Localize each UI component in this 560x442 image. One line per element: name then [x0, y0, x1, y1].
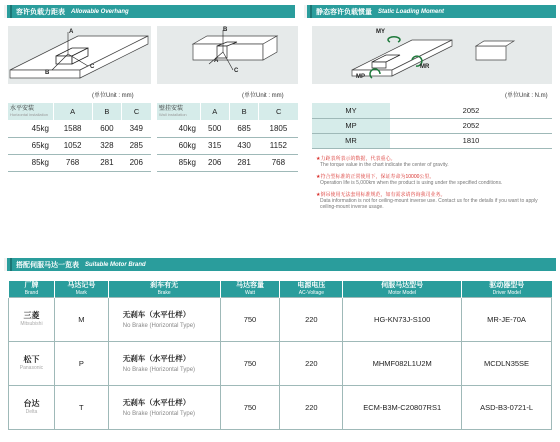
diagram-label-a: A	[69, 29, 74, 35]
value-cell: 500	[200, 120, 229, 137]
moment-value: 2052	[390, 118, 552, 133]
header-mark	[10, 5, 12, 18]
moment-title-en: Static Loading Moment	[378, 8, 444, 15]
table-row	[312, 133, 552, 148]
overhang-unit-left: (单位Unit : mm)	[92, 93, 134, 99]
load-cell: 65kg	[8, 137, 53, 154]
col-a: A	[200, 103, 229, 120]
moment-notes	[316, 156, 548, 210]
note-zh: ★力距表所表示的数据，代表重心。	[316, 156, 396, 162]
horizontal-load-table	[8, 103, 151, 172]
diagram-label-a: A	[214, 58, 219, 64]
header-mark	[10, 258, 12, 271]
value-cell: 600	[92, 120, 121, 137]
col-brand: 厂牌 Brand	[9, 281, 55, 298]
load-cell: 85kg	[8, 154, 53, 171]
col-driver-model: 驱动器型号 Driver Model	[462, 281, 552, 298]
value-cell: 685	[229, 120, 258, 137]
value-cell: 768	[259, 154, 298, 171]
value-cell: 1588	[53, 120, 92, 137]
motor-model-cell: ECM-B3M-C20807RS1	[343, 386, 462, 430]
wall-label-zh: 壁挂安装	[159, 106, 184, 112]
col-brake: 刹车有无 Brake	[108, 281, 220, 298]
motor-model-cell: HG-KN73J-S100	[343, 298, 462, 342]
moment-value: 2052	[390, 103, 552, 118]
note-zh: ★符合型标准的正常使用下，保证寿命为10000公里。	[316, 174, 435, 180]
table-row	[9, 298, 552, 342]
voltage-cell: 220	[280, 386, 343, 430]
header-mark	[4, 258, 7, 271]
value-cell: 206	[122, 154, 151, 171]
overhang-title-zh: 容许负载力距表	[16, 8, 65, 16]
motor-header	[4, 258, 556, 271]
value-cell: 315	[200, 137, 229, 154]
diagram-label-b: B	[223, 27, 228, 33]
note-en: The torque value in the chart indicate the center of gravity.	[320, 162, 449, 168]
value-cell: 281	[92, 154, 121, 171]
overhang-title-en: Allowable Overhang	[71, 8, 129, 15]
value-cell: 349	[122, 120, 151, 137]
table-header-row	[8, 103, 151, 120]
horizontal-install-diagram	[8, 26, 151, 84]
motor-model-cell: MHMF082L1U2M	[343, 342, 462, 386]
moment-label-my: MY	[376, 29, 385, 35]
header-mark	[310, 5, 312, 18]
note-zh: ★倒吊使用无法套用标准规范，如有需求请咨询我司业务。	[316, 192, 446, 198]
value-cell: 768	[53, 154, 92, 171]
col-a: A	[53, 103, 92, 120]
table-row	[8, 154, 151, 171]
col-c: C	[122, 103, 151, 120]
moment-table	[312, 103, 552, 149]
watt-cell: 750	[220, 386, 280, 430]
moment-value: 1810	[390, 133, 552, 148]
table-row	[312, 103, 552, 118]
value-cell: 430	[229, 137, 258, 154]
diagram-label-b: B	[45, 70, 50, 76]
value-cell: 206	[200, 154, 229, 171]
motor-table	[8, 281, 552, 430]
horizontal-label	[8, 103, 53, 120]
driver-model-cell: ASD-B3-0721-L	[462, 386, 552, 430]
note-en: Operation life is 5,000km when the product is using under the specified conditions.	[320, 180, 503, 186]
table-row	[9, 342, 552, 386]
table-row	[8, 120, 151, 137]
driver-model-cell: MR-JE-70A	[462, 298, 552, 342]
motor-title-en: Suitable Motor Brand	[85, 261, 146, 268]
diagram-label-c: C	[234, 68, 239, 74]
brand-cell: 台达 Delta	[9, 386, 55, 430]
header-mark	[304, 5, 307, 18]
table-row	[312, 118, 552, 133]
moment-key: MR	[312, 133, 390, 148]
table-row	[8, 137, 151, 154]
brand-cell: 三菱 Mitsubishi	[9, 298, 55, 342]
overhang-unit-right: (单位Unit : mm)	[242, 93, 284, 99]
voltage-cell: 220	[280, 342, 343, 386]
moment-label-mp: MP	[356, 74, 365, 80]
table-row	[157, 137, 298, 154]
wall-load-table	[157, 103, 298, 172]
brand-cell: 松下 Panasonic	[9, 342, 55, 386]
horizontal-actuator-drawing	[8, 26, 151, 84]
load-cell: 45kg	[8, 120, 53, 137]
col-mark: 马达记号 Mark	[54, 281, 108, 298]
table-row	[9, 386, 552, 430]
driver-model-cell: MCDLN35SE	[462, 342, 552, 386]
motor-title-zh: 搭配伺服马达一览表	[16, 261, 79, 269]
value-cell: 1052	[53, 137, 92, 154]
wall-label	[157, 103, 200, 120]
moment-label-mr: MR	[420, 64, 430, 70]
brake-cell: 无刹车（水平仕样） No Brake (Horizontal Type)	[108, 298, 220, 342]
brake-cell: 无刹车（水平仕样） No Brake (Horizontal Type)	[108, 386, 220, 430]
load-cell: 85kg	[157, 154, 200, 171]
value-cell: 1805	[259, 120, 298, 137]
header-mark	[4, 5, 7, 18]
col-voltage: 电源电压 AC-Voltage	[280, 281, 343, 298]
motor-header-row	[9, 281, 552, 298]
value-cell: 285	[122, 137, 151, 154]
mark-cell: M	[54, 298, 108, 342]
value-cell: 1152	[259, 137, 298, 154]
wall-actuator-drawing	[157, 26, 298, 84]
mark-cell: P	[54, 342, 108, 386]
moment-drawing	[312, 26, 552, 84]
table-row	[157, 154, 298, 171]
value-cell: 328	[92, 137, 121, 154]
col-b: B	[229, 103, 258, 120]
wall-install-diagram	[157, 26, 298, 84]
moment-title-zh: 静态容许负载惯量	[316, 8, 372, 16]
horizontal-label-zh: 水平安装	[10, 106, 35, 112]
value-cell: 281	[229, 154, 258, 171]
horizontal-label-en: Horizontal installation	[10, 112, 49, 117]
watt-cell: 750	[220, 342, 280, 386]
moment-diagram	[312, 26, 552, 84]
table-header-row	[157, 103, 298, 120]
wall-label-en: Wall installation	[159, 112, 187, 117]
load-cell: 40kg	[157, 120, 200, 137]
col-watt: 马达容量 Watt	[220, 281, 280, 298]
voltage-cell: 220	[280, 298, 343, 342]
brake-cell: 无刹车（水平仕样） No Brake (Horizontal Type)	[108, 342, 220, 386]
watt-cell: 750	[220, 298, 280, 342]
col-motor-model: 伺服马达型号 Motor Model	[343, 281, 462, 298]
note-en: Data information is not for ceiling-mount inverse use. Contact us for the details if you want to apply ceiling-mount inverse usage.	[320, 198, 538, 210]
moment-key: MP	[312, 118, 390, 133]
moment-header	[304, 5, 556, 18]
moment-key: MY	[312, 103, 390, 118]
diagram-label-c: C	[90, 64, 95, 70]
overhang-header	[4, 5, 295, 18]
col-c: C	[259, 103, 298, 120]
table-row	[157, 120, 298, 137]
col-b: B	[92, 103, 121, 120]
load-cell: 60kg	[157, 137, 200, 154]
mark-cell: T	[54, 386, 108, 430]
moment-unit: (单位Unit : N.m)	[505, 93, 548, 99]
